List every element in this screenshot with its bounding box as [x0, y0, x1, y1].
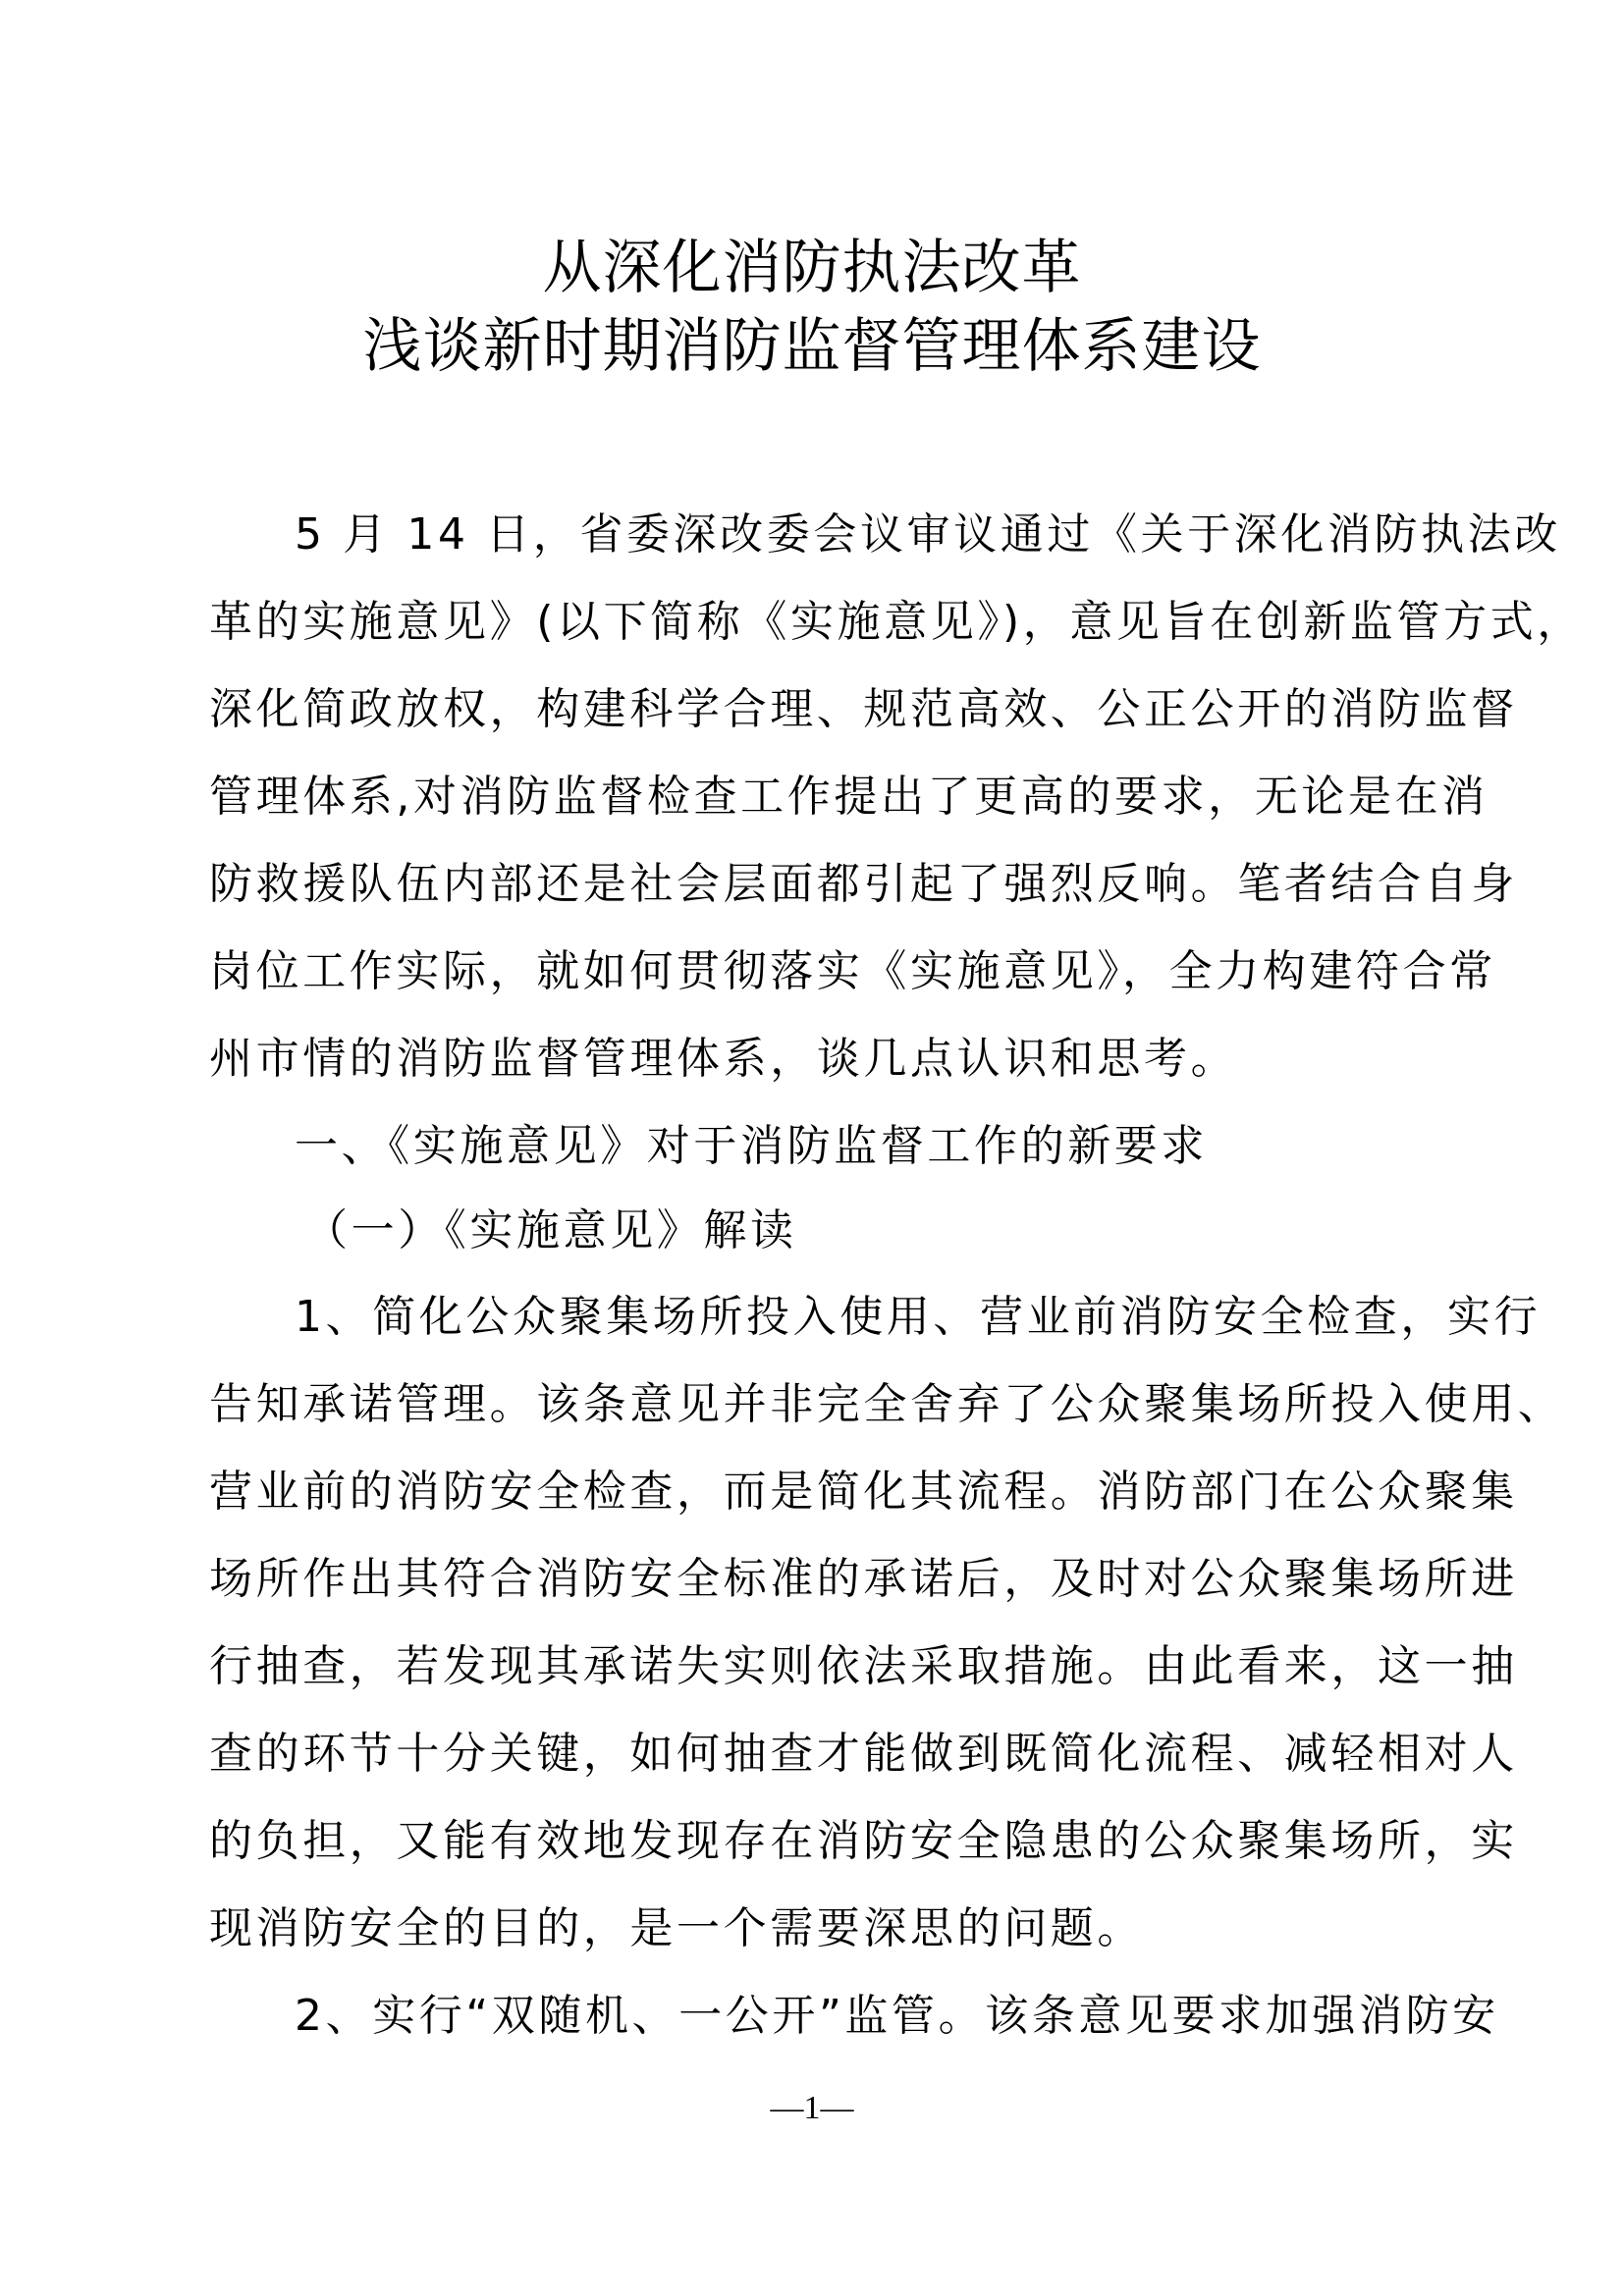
subsection-heading: （一）《实施意见》解读	[304, 1205, 797, 1255]
paragraph-line: 营业前的消防安全检查，而是简化其流程。消防部门在公众聚集	[209, 1467, 1518, 1517]
paragraph-line: 深化简政放权，构建科学合理、规范高效、公正公开的消防监督	[209, 684, 1518, 734]
paragraph-line: 告知承诺管理。该条意见并非完全舍弃了公众聚集场所投入使用、	[209, 1379, 1565, 1429]
document-title-line-1: 从深化消防执法改革	[542, 234, 1082, 302]
paragraph-line: 岗位工作实际，就如何贯彻落实《实施意见》，全力构建符合常	[209, 946, 1496, 996]
page-number: —1—	[770, 2090, 854, 2126]
paragraph-line: 查的环节十分关键，如何抽查才能做到既简化流程、减轻相对人	[209, 1729, 1518, 1779]
paragraph-line: 5 月 14 日，省委深改委会议审议通过《关于深化消防执法改	[295, 509, 1561, 560]
paragraph-line: 场所作出其符合消防安全标准的承诺后，及时对公众聚集场所进	[209, 1554, 1518, 1604]
section-heading: 一、《实施意见》对于消防监督工作的新要求	[295, 1121, 1208, 1171]
paragraph-line: 行抽查，若发现其承诺失实则依法采取措施。由此看来，这一抽	[209, 1641, 1518, 1691]
paragraph-line: 管理体系,对消防监督检查工作提出了更高的要求，无论是在消	[209, 772, 1489, 822]
paragraph-line: 防救援队伍内部还是社会层面都引起了强烈反响。笔者结合自身	[209, 859, 1518, 909]
paragraph-line: 2、实行“双随机、一公开”监管。该条意见要求加强消防安	[295, 1991, 1499, 2041]
document-title-line-2: 浅谈新时期消防监督管理体系建设	[362, 312, 1262, 381]
paragraph-line: 州市情的消防监督管理体系，谈几点认识和思考。	[209, 1034, 1238, 1084]
paragraph-line: 现消防安全的目的，是一个需要深思的问题。	[209, 1903, 1144, 1953]
paragraph-line: 1、简化公众聚集场所投入使用、营业前消防安全检查，实行	[295, 1292, 1542, 1342]
paragraph-line: 的负担，又能有效地发现存在消防安全隐患的公众聚集场所，实	[209, 1816, 1518, 1866]
paragraph-line: 革的实施意见》(以下简称《实施意见》)，意见旨在创新监管方式，	[209, 597, 1584, 647]
